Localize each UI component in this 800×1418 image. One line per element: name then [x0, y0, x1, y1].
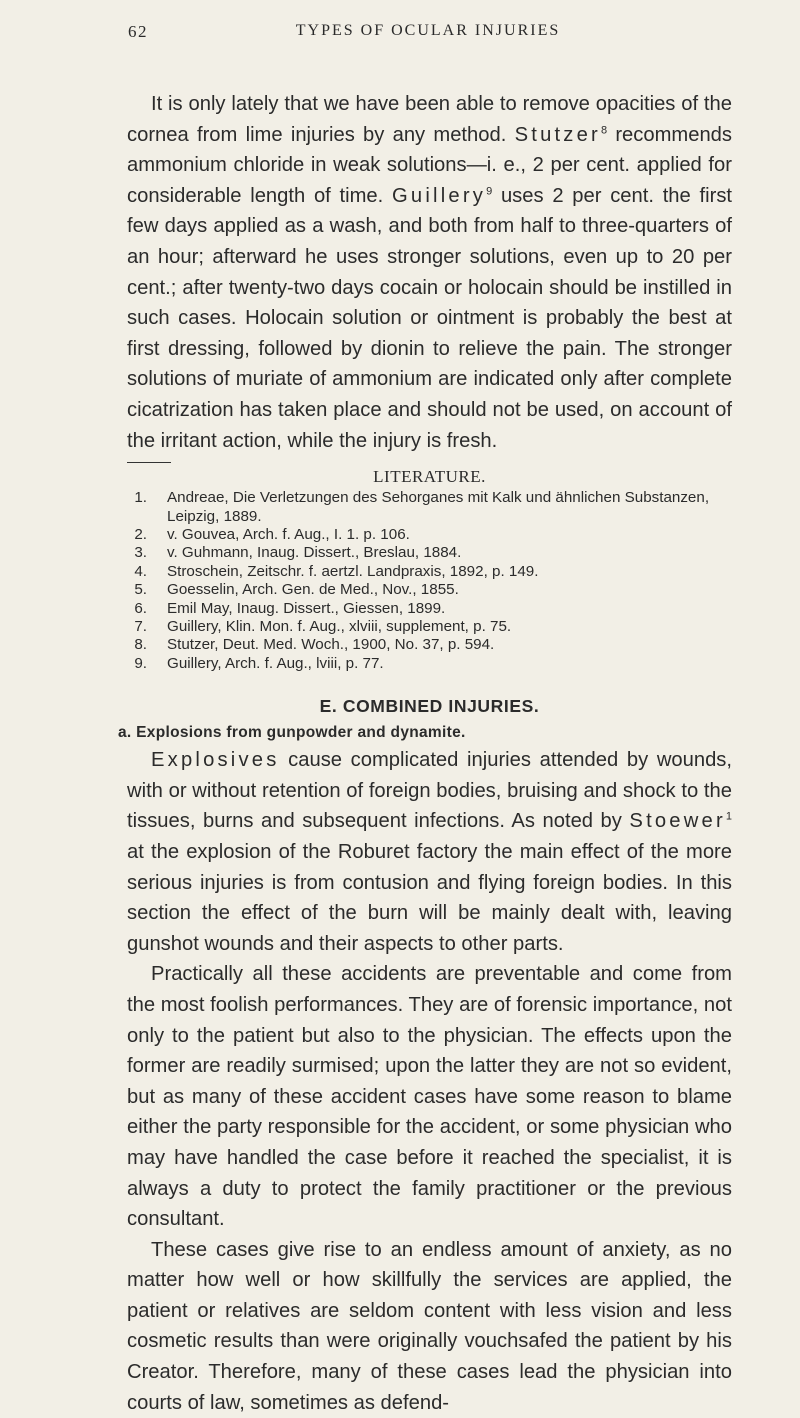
- paragraph-text: at the explosion of the Roburet factory the main effect of the more serious injuries is from contusion and flying foreign bodies. In this section the effect of the burn will be mainly dealt with, leaving gunshot wounds and their aspects to other parts.: [127, 840, 732, 955]
- author-name-guillery: Guillery: [392, 184, 487, 207]
- literature-item: [127, 526, 732, 544]
- literature-item: [127, 655, 732, 673]
- literature-item-text: Andreae, Die Verletzungen des Sehorganes mit Kalk und ähnlichen Substanzen, Leipzig, 1889.: [167, 489, 710, 525]
- paragraph-text: uses 2 per cent. the first few days applied as a wash, and both from half to three-quarters of an hour; afterward he uses stronger solutions, even up to 20 per cent.; after twenty-two days cocain or holocain should be instilled in such cases. Holocain solution or ointment is probably the best at first dressing, followed by dionin to relieve the pain. The stronger solutions of muriate of ammonium are indicated only after complete cicatrization has taken place and should not be used, on account of the irritant action, while the injury is fresh.: [127, 184, 733, 452]
- literature-heading: LITERATURE.: [373, 467, 486, 487]
- reference-mark: 8: [600, 123, 608, 136]
- author-name-stutzer: Stutzer: [514, 123, 601, 146]
- author-name-stoewer: Stoewer: [629, 810, 726, 833]
- literature-list: [127, 489, 732, 673]
- literature-item: [127, 636, 732, 654]
- paragraph-anxiety: These cases give rise to an endless amount of anxiety, as no matter how well or how skillfully the services are applied, the patient or relatives are seldom content with less vision and less cosmetic results than were originally vouchsafed the patient by his Creator. Therefore, many of these cases lead the physician into courts of law, sometimes as defend-: [127, 1238, 732, 1414]
- literature-item-text: v. Gouvea, Arch. f. Aug., I. 1. p. 106.: [167, 525, 410, 543]
- literature-item-number: 2.: [134, 525, 147, 543]
- literature-item-number: 7.: [134, 617, 147, 635]
- subsection-heading: a. Explosions from gunpowder and dynamite.: [118, 724, 466, 742]
- literature-item-text: Guillery, Arch. f. Aug., lviii, p. 77.: [167, 654, 384, 672]
- reference-mark: 9: [486, 185, 493, 198]
- literature-item-number: 3.: [134, 544, 147, 562]
- paragraph-preventable: Practically all these accidents are preventable and come from the most foolish performances. They are of forensic importance, not only to the patient but also to the physician. The effects upon the former are readily surmised; upon the latter they are not so evident, but as many of these accident cases have some reason to blame either the party responsible for the accident, or some physician who may have handled the case before it reached the specialist, it is always a duty to protect the family practitioner or the previous consultant.: [127, 963, 732, 1231]
- literature-item: [127, 544, 732, 562]
- literature-item: [127, 600, 732, 618]
- literature-item: [127, 489, 732, 526]
- separator-rule: [127, 462, 171, 463]
- literature-item-text: Emil May, Inaug. Dissert., Giessen, 1899.: [167, 599, 446, 617]
- literature-item-number: 1.: [134, 489, 147, 507]
- literature-item-number: 8.: [134, 636, 147, 654]
- literature-item: [127, 563, 732, 581]
- literature-item-number: 6.: [134, 599, 147, 617]
- section-heading: E. COMBINED INJURIES.: [319, 696, 540, 717]
- literature-item-number: 5.: [134, 581, 147, 599]
- literature-item: [127, 581, 732, 599]
- paragraph-explosives: [127, 745, 732, 959]
- literature-item-text: Stutzer, Deut. Med. Woch., 1900, No. 37, p. 594.: [167, 636, 495, 654]
- lead-term-explosives: Explosives: [151, 749, 280, 772]
- literature-item-number: 9.: [134, 654, 147, 672]
- paragraph-text: cause complicated injuries attended by wounds, with or without retention of foreign bodies, bruising and shock to the tissues, burns and subsequent infections. As noted by: [127, 749, 733, 833]
- paragraph-text: It is only lately that we have been able to remove opacities of the cornea from lime injuries by any method.: [127, 93, 732, 146]
- paragraph-lime-injuries: [127, 89, 732, 456]
- literature-item-number: 4.: [134, 562, 147, 580]
- literature-item-text: Guillery, Klin. Mon. f. Aug., xlviii, supplement, p. 75.: [167, 617, 512, 635]
- running-title: TYPES OF OCULAR INJURIES: [295, 22, 561, 39]
- literature-item-text: Stroschein, Zeitschr. f. aertzl. Landpraxis, 1892, p. 149.: [167, 562, 539, 580]
- literature-item-text: Goesselin, Arch. Gen. de Med., Nov., 1855.: [167, 581, 459, 599]
- reference-mark: 1: [725, 810, 732, 823]
- page-body: [118, 89, 733, 1418]
- paragraph-text: recommends ammonium chloride in weak solutions—i. e., 2 per cent. applied for considerable length of time.: [127, 123, 733, 207]
- literature-item-text: v. Guhmann, Inaug. Dissert., Breslau, 1884.: [167, 544, 462, 562]
- literature-item: [127, 618, 732, 636]
- page-number: 62: [128, 22, 148, 41]
